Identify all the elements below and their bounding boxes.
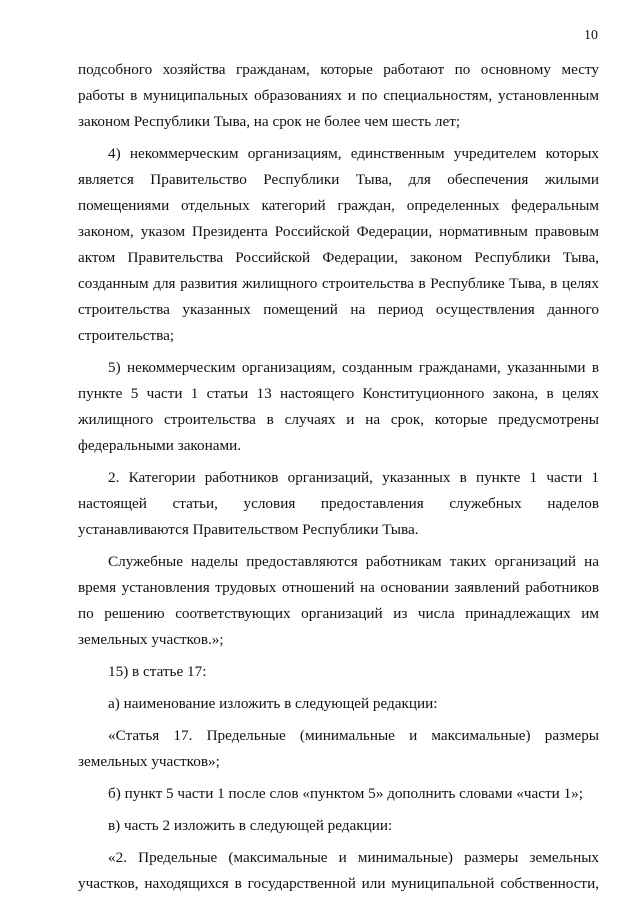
page-number: 10 bbox=[584, 28, 598, 43]
text-line: созданным для развития жилищного строительства в Республике Тыва, в целях bbox=[78, 275, 599, 292]
text-line: пункте 5 части 1 статьи 13 настоящего Конституционного закона, в целях bbox=[78, 385, 599, 402]
text-line: строительства; bbox=[78, 327, 175, 344]
text-line: устанавливаются Правительством Республики Тыва. bbox=[78, 521, 419, 538]
text-line: а) наименование изложить в следующей редакции: bbox=[108, 695, 438, 712]
text-line: законом Республики Тыва, на срок не более чем шесть лет; bbox=[78, 113, 461, 130]
text-line: участков, находящихся в государственной или муниципальной собственности, bbox=[78, 875, 599, 892]
text-line: 4) некоммерческим организациям, единственным учредителем которых bbox=[108, 145, 599, 162]
text-line: «Статья 17. Предельные (минимальные и максимальные) размеры bbox=[108, 727, 599, 744]
text-line: федеральными законами. bbox=[78, 437, 242, 454]
text-line: Служебные наделы предоставляются работникам таких организаций на bbox=[108, 553, 599, 570]
text-line: помещениями отдельных категорий граждан, определенных федеральным bbox=[78, 197, 599, 214]
text-line: «2. Предельные (максимальные и минимальные) размеры земельных bbox=[108, 849, 599, 866]
text-line: жилищного строительства в случаях и на срок, которые предусмотрены bbox=[78, 411, 599, 428]
text-line: актом Правительства Российской Федерации, законом Республики Тыва, bbox=[78, 249, 599, 266]
text-line: б) пункт 5 части 1 после слов «пунктом 5» дополнить словами «части 1»; bbox=[108, 785, 583, 802]
text-line: по решению соответствующих организаций из числа принадлежащих им bbox=[78, 605, 599, 622]
document-body bbox=[78, 57, 599, 897]
text-line: является Правительство Республики Тыва, для обеспечения жилыми bbox=[78, 171, 599, 188]
text-line: в) часть 2 изложить в следующей редакции: bbox=[108, 817, 393, 834]
text-line: подсобного хозяйства гражданам, которые работают по основному месту bbox=[78, 61, 599, 78]
text-line: 15) в статье 17: bbox=[108, 663, 207, 680]
text-line: земельных участков»; bbox=[78, 753, 220, 770]
text-line: 2. Категории работников организаций, указанных в пункте 1 части 1 bbox=[108, 469, 599, 486]
text-line: законом, указом Президента Российской Федерации, нормативным правовым bbox=[78, 223, 599, 240]
text-line: работы в муниципальных образованиях и по специальностям, установленным bbox=[78, 87, 599, 104]
text-line: строительства указанных помещений на период осуществления данного bbox=[78, 301, 599, 318]
text-line: земельных участков.»; bbox=[78, 631, 224, 648]
text-line: настоящей статьи, условия предоставления служебных наделов bbox=[78, 495, 599, 512]
text-line: время установления трудовых отношений на основании заявлений работников bbox=[78, 579, 599, 596]
text-line: 5) некоммерческим организациям, созданным гражданами, указанными в bbox=[108, 359, 599, 376]
